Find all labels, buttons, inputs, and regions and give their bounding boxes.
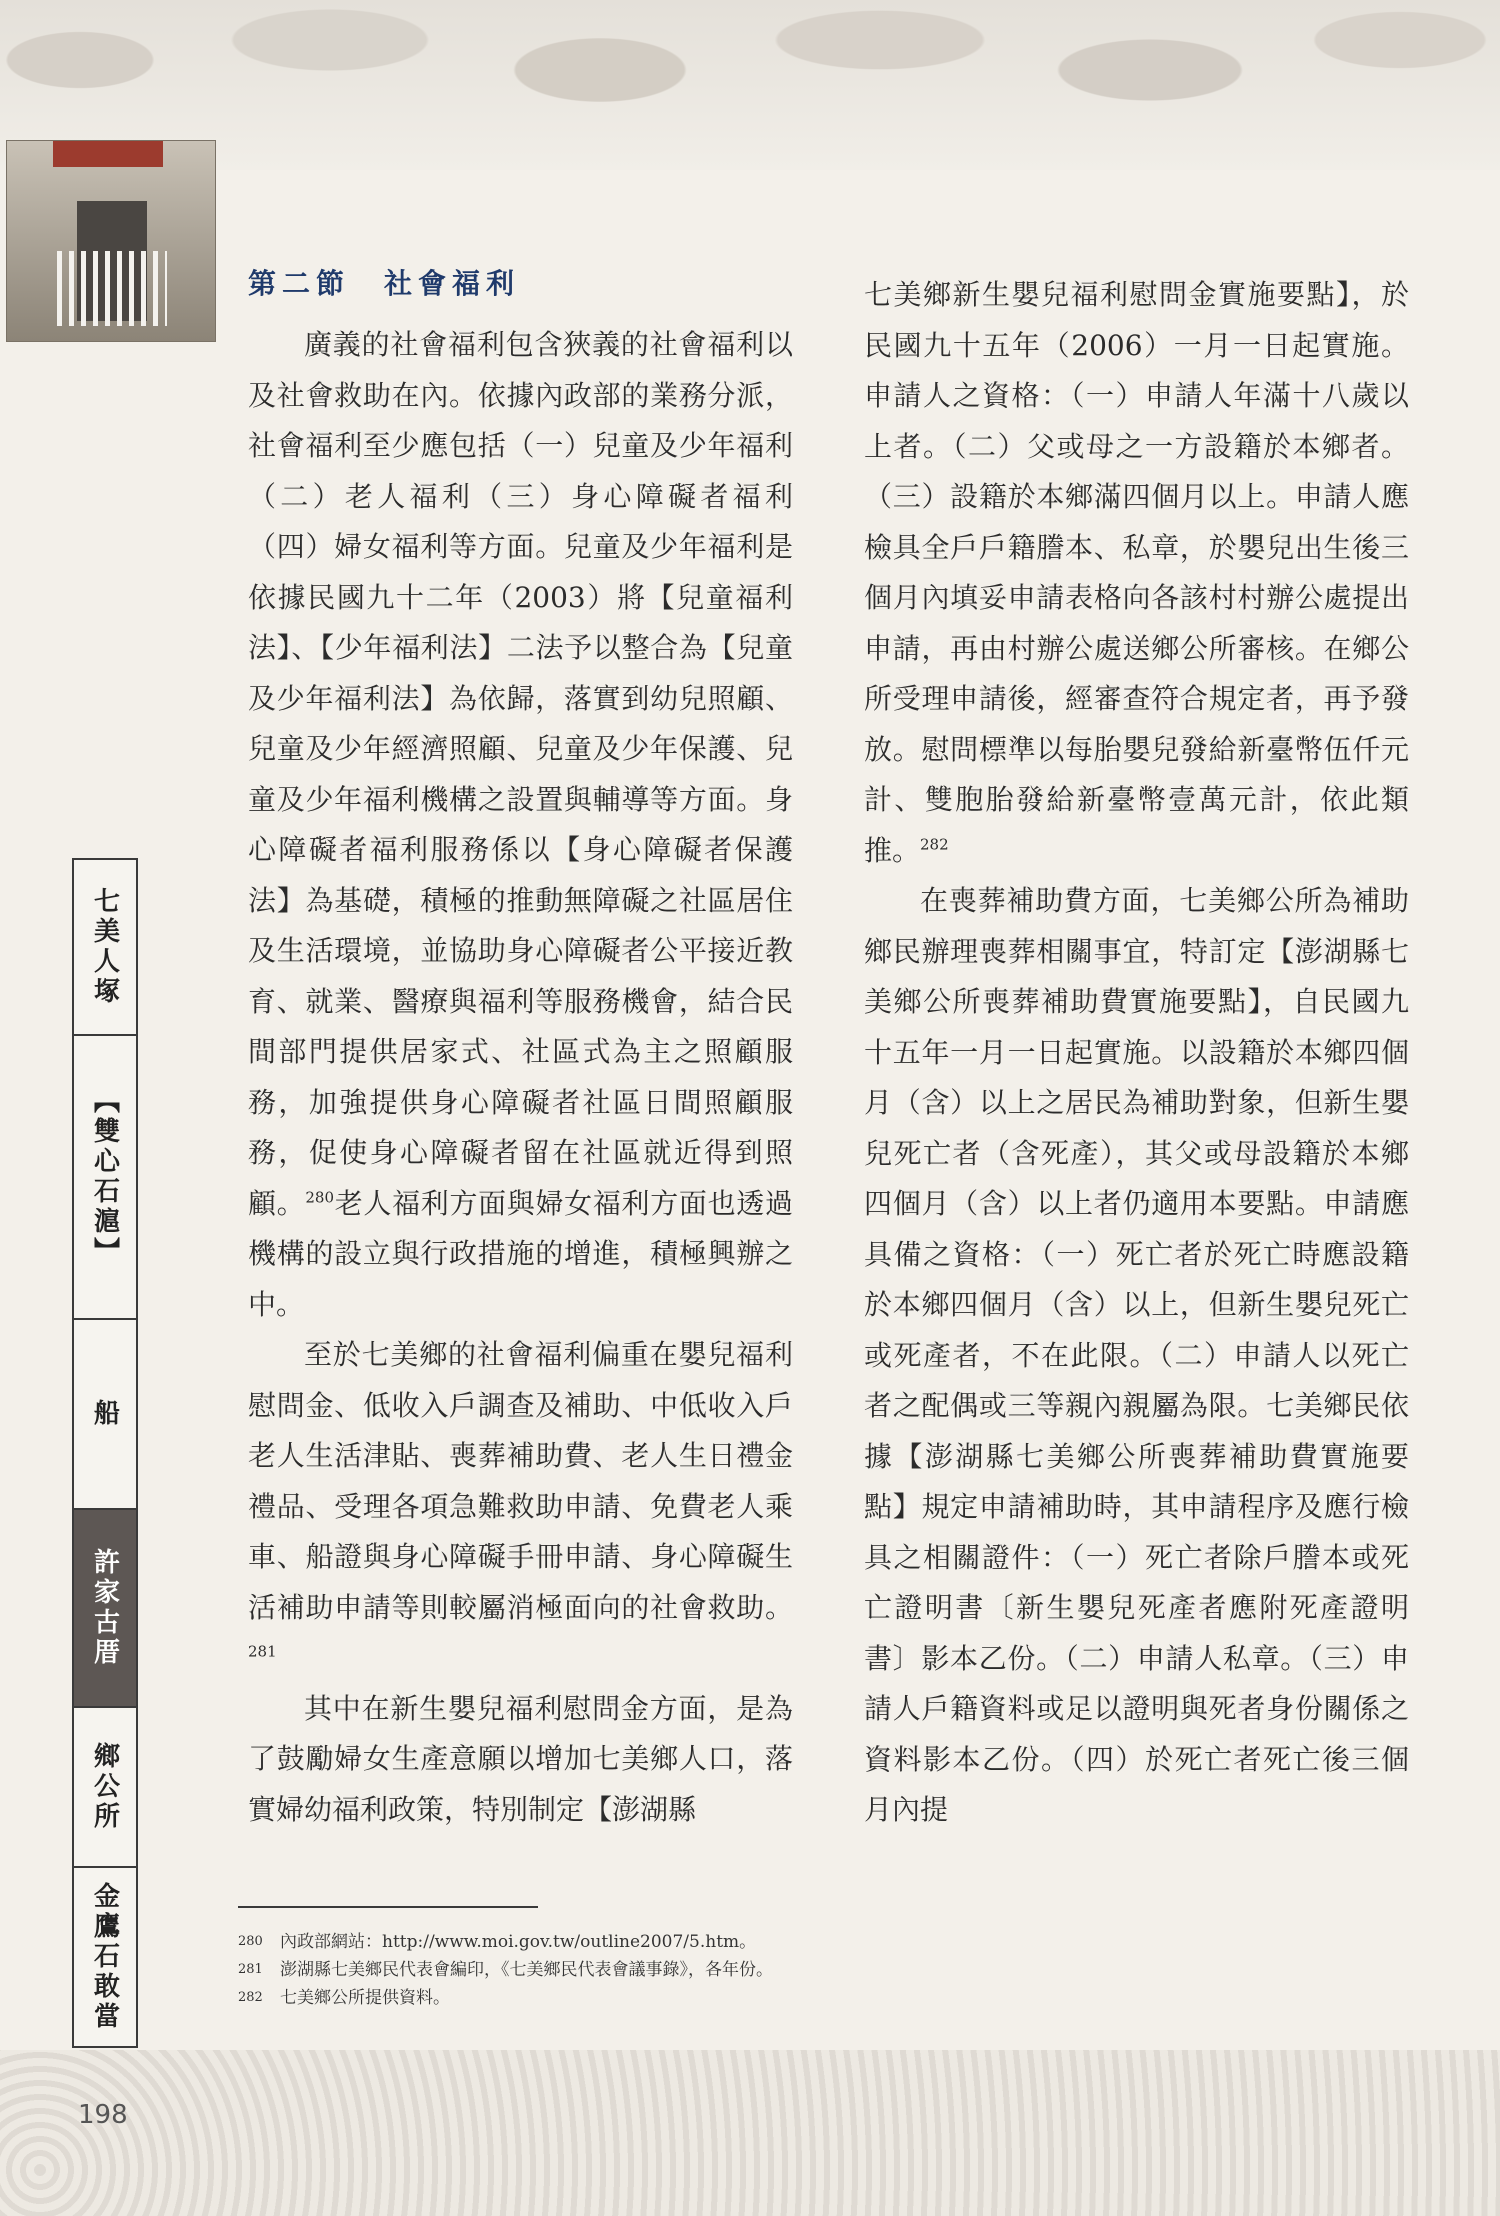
right-column bbox=[864, 270, 1409, 1836]
nav-item-label: 船 bbox=[89, 1399, 120, 1429]
footnote-text: 內政部網站：http://www.moi.gov.tw/outline2007/5.htm。 bbox=[280, 1932, 757, 1952]
paragraph-text: 其中在新生嬰兒福利慰問金方面，是為了鼓勵婦女生產意願以增加七美鄉人口，落實婦幼福利政策，特別制定【澎湖縣 bbox=[248, 1691, 793, 1826]
footnote bbox=[238, 1984, 1338, 2012]
temple-gate-photo bbox=[6, 140, 216, 342]
header-cloud-decoration bbox=[0, 0, 1500, 170]
footnotes bbox=[238, 1928, 1338, 2012]
nav-item-boat[interactable] bbox=[74, 1320, 136, 1510]
paragraph bbox=[864, 270, 1409, 876]
nav-item-label: 鄉公所 bbox=[89, 1742, 120, 1832]
nav-item-label: 七美人塚 bbox=[89, 887, 120, 1007]
footnote-ref[interactable]: 281 bbox=[248, 1642, 277, 1661]
footnote-number: 280 bbox=[238, 1934, 263, 1949]
paragraph bbox=[248, 1684, 793, 1836]
nav-item-label: 【雙心石滬】 bbox=[89, 1087, 120, 1267]
nav-item-label: 金鷹石敢當 bbox=[89, 1882, 120, 2032]
side-nav bbox=[72, 858, 138, 2048]
nav-item-golden-eagle-stone[interactable] bbox=[74, 1868, 136, 2046]
paragraph bbox=[248, 1330, 793, 1684]
nav-item-hsu-family-house[interactable] bbox=[74, 1510, 136, 1708]
nav-item-township-office[interactable] bbox=[74, 1708, 136, 1868]
paragraph bbox=[248, 320, 793, 1330]
footnote-number: 282 bbox=[238, 1990, 263, 2005]
paragraph bbox=[864, 876, 1409, 1836]
section-title: 第二節 社會福利 bbox=[248, 267, 521, 300]
book-logo-calligraphy bbox=[60, 380, 180, 800]
footnote bbox=[238, 1928, 1338, 1956]
paragraph-text: 在喪葬補助費方面，七美鄉公所為補助鄉民辦理喪葬相關事宜，特訂定【澎湖縣七美鄉公所喪葬補助費實施要點】，自民國九十五年一月一日起實施。以設籍於本鄉四個月（含）以上之居民為補助對象，但新生嬰兒死亡者（含死產），其父或母設籍於本鄉四個月（含）以上者仍適用本要點。申請應具備之資格：（一）死亡者於死亡時應設籍於本鄉四個月（含）以上，但新生嬰兒死亡或死產者，不在此限。（二）申請人以死亡者之配偶或三等親內親屬為限。七美鄉民依據【澎湖縣七美鄉公所喪葬補助費實施要點】規定申請補助時，其申請程序及應行檢具之相關證件：（一）死亡者除戶謄本或死亡證明書〔新生嬰兒死產者應附死產證明書〕影本乙份。（二）申請人私章。（三）申請人戶籍資料或足以證明與死者身份關係之資料影本乙份。（四）於死亡者死亡後三個月內提 bbox=[864, 884, 1409, 1826]
paragraph-text: 廣義的社會福利包含狹義的社會福利以及社會救助在內。依據內政部的業務分派，社會福利至少應包括（一）兒童及少年福利（二）老人福利（三）身心障礙者福利（四）婦女福利等方面。兒童及少年福利是依據民國九十二年（2003）將【兒童福利法】、【少年福利法】二法予以整合為【兒童及少年福利法】為依歸，落實到幼兒照顧、兒童及少年經濟照顧、兒童及少年保護、兒童及少年福利機構之設置與輔導等方面。身心障礙者福利服務係以【身心障礙者保護法】為基礎，積極的推動無障礙之社區居住及生活環境，並協助身心障礙者公平接近教育、就業、醫療與福利等服務機會，結合民間部門提供居家式、社區式為主之照顧服務，加強提供身心障礙者社區日間照顧服務，促使身心障礙者留在社區就近得到照顧。 bbox=[248, 328, 793, 1220]
nav-item-seven-beauties-tomb[interactable] bbox=[74, 860, 136, 1036]
photo-gate bbox=[57, 251, 167, 326]
paragraph-text: 至於七美鄉的社會福利偏重在嬰兒福利慰問金、低收入戶調查及補助、中低收入戶老人生活津貼、喪葬補助費、老人生日禮金禮品、受理各項急難救助申請、免費老人乘車、船證與身心障礙手冊申請、身心障礙生活補助申請等則較屬消極面向的社會救助。 bbox=[248, 1338, 793, 1624]
page-number: 198 bbox=[78, 2100, 128, 2130]
footnote-divider bbox=[238, 1906, 538, 1908]
paragraph-text: 老人福利方面與婦女福利方面也透過機構的設立與行政措施的增進，積極興辦之中。 bbox=[248, 1186, 793, 1321]
footnote-text: 七美鄉公所提供資料。 bbox=[280, 1988, 450, 2008]
nav-item-label: 許家古厝 bbox=[89, 1548, 120, 1668]
footer-wave-decoration bbox=[0, 2050, 1500, 2216]
paragraph-text: 七美鄉新生嬰兒福利慰問金實施要點】，於民國九十五年（2006）一月一日起實施。申請人之資格：（一）申請人年滿十八歲以上者。（二）父或母之一方設籍於本鄉者。（三）設籍於本鄉滿四個月以上。申請人應檢具全戶戶籍謄本、私章，於嬰兒出生後三個月內填妥申請表格向各該村村辦公處提出申請，再由村辦公處送鄉公所審核。在鄉公所受理申請後，經審查符合規定者，再予發放。慰問標準以每胎嬰兒發給新臺幣伍仟元計、雙胞胎發給新臺幣壹萬元計，依此類推。 bbox=[864, 278, 1409, 867]
footnote-ref[interactable]: 280 bbox=[305, 1188, 335, 1207]
footnote-number: 281 bbox=[238, 1962, 263, 1977]
nav-item-double-heart-weir[interactable] bbox=[74, 1036, 136, 1320]
photo-roof bbox=[53, 141, 163, 167]
footnote-ref[interactable]: 282 bbox=[920, 835, 949, 854]
footnote bbox=[238, 1956, 1338, 1984]
left-column bbox=[248, 320, 793, 1835]
footnote-text: 澎湖縣七美鄉民代表會編印，《七美鄉民代表會議事錄》，各年份。 bbox=[280, 1960, 773, 1980]
